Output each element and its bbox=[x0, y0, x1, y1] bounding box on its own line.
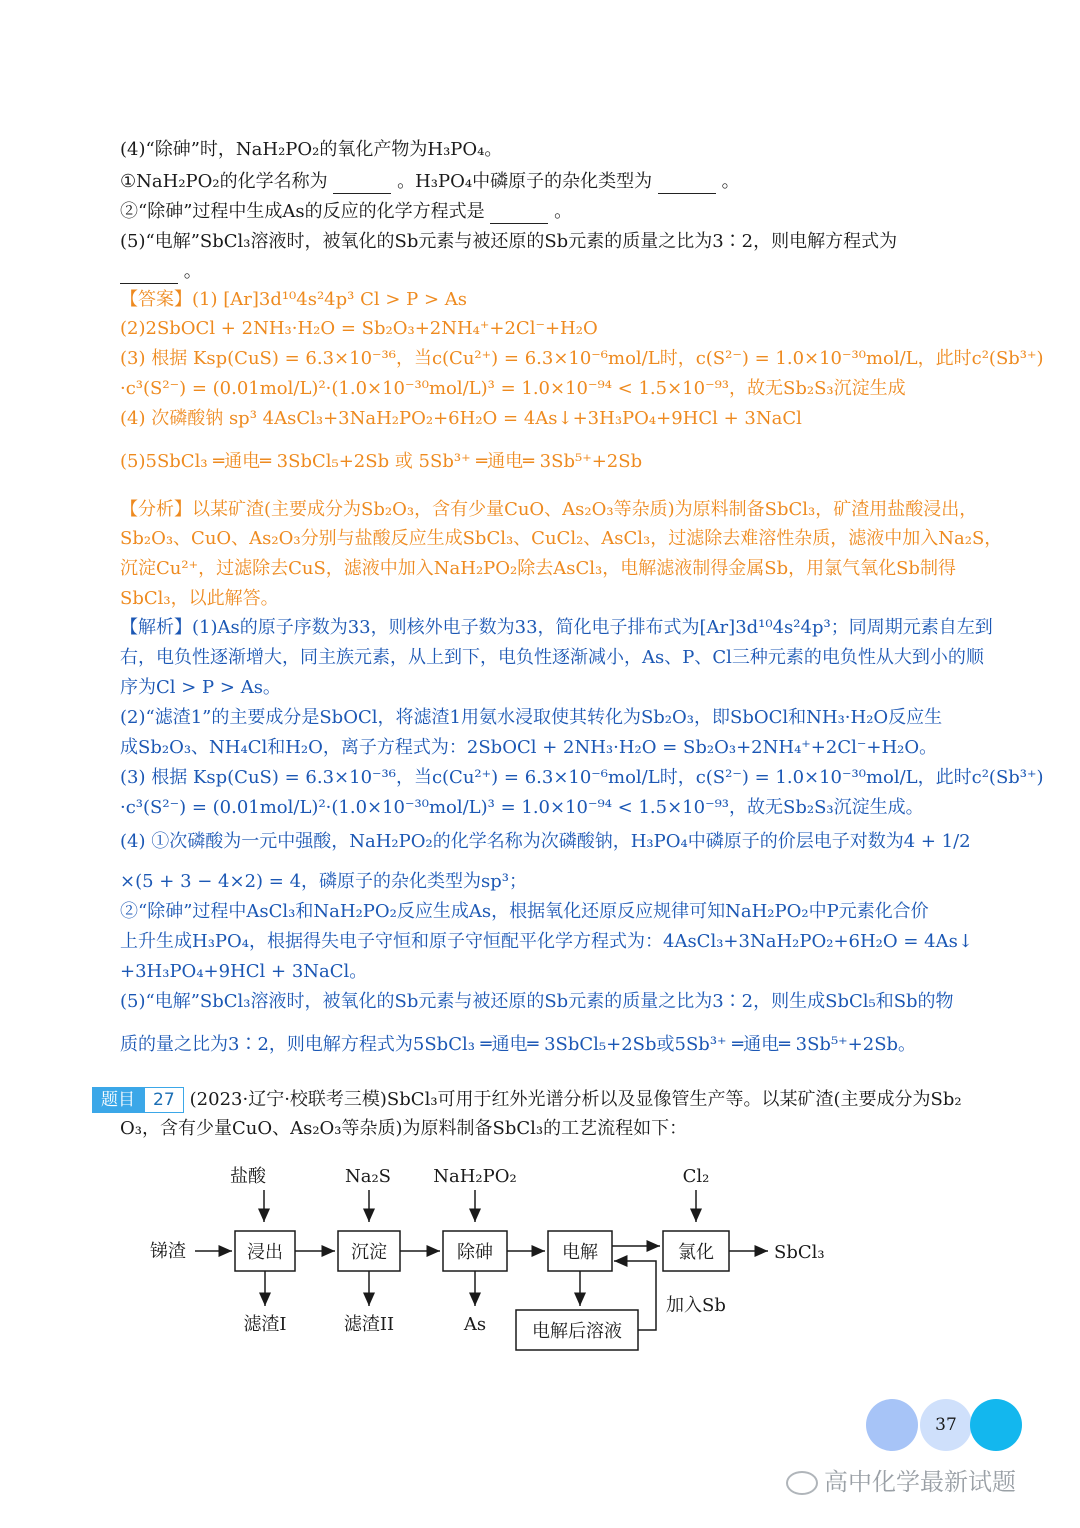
step-leach: 浸出 bbox=[247, 1242, 283, 1263]
step-precipitate: 沉淀 bbox=[351, 1242, 387, 1263]
explanation-line: 【解析】(1)As的原子序数为33，则核外电子数为33，简化电子排布式为[Ar]3d¹⁰4s²4p³；同周期元素自左到 bbox=[120, 617, 993, 638]
question-tag: 题目 bbox=[92, 1087, 144, 1113]
explanation-line: +3H₃PO₄+9HCl + 3NaCl。 bbox=[120, 961, 368, 982]
explanation-line: ②“除砷”过程中AsCl₃和NaH₂PO₂反应生成As，根据氧化还原反应规律可知NaH₂PO₂中P元素化合价 bbox=[120, 901, 929, 922]
page-number-text: 37 bbox=[935, 1415, 957, 1435]
q4-1-text-b: 。H₃PO₄中磷原子的杂化类型为 bbox=[397, 171, 653, 192]
q4-1-text-a: ①NaH₂PO₂的化学名称为 bbox=[120, 171, 328, 192]
explanation-line: 上升生成H₃PO₄，根据得失电子守恒和原子守恒配平化学方程式为：4AsCl₃+3NaH₂PO₂+6H₂O = 4As↓ bbox=[120, 931, 973, 952]
analysis-line: 沉淀Cu²⁺，过滤除去CuS，滤液中加入NaH₂PO₂除去AsCl₃，电解滤液制得金属Sb，用氯气氧化Sb制得 bbox=[120, 558, 956, 579]
waste-residue-2: 滤渣II bbox=[343, 1314, 395, 1335]
question-5-line: (5)“电解”SbCl₃溶液时，被氧化的Sb元素与被还原的Sb元素的质量之比为3∶2，则电解方程式为 bbox=[120, 231, 898, 252]
answer-line: (5)5SbCl₃ ═通电═ 3SbCl₅+2Sb 或 5Sb³⁺ ═通电═ 3Sb⁵⁺+2Sb bbox=[120, 451, 643, 472]
analysis-line: 【分析】以某矿渣(主要成分为Sb₂O₃，含有少量CuO、As₂O₃等杂质)为原料制备SbCl₃，矿渣用盐酸浸出， bbox=[120, 499, 978, 520]
explanation-line: (5)“电解”SbCl₃溶液时，被氧化的Sb元素与被还原的Sb元素的质量之比为3∶2，则生成SbCl₅和Sb的物 bbox=[120, 991, 954, 1012]
reagent-na2s: Na₂S bbox=[344, 1166, 392, 1187]
question-5-blank bbox=[120, 260, 1000, 284]
reagent-cl2: Cl₂ bbox=[682, 1166, 710, 1187]
answer-line: (3) 根据 Ksp(CuS) = 6.3×10⁻³⁶，当c(Cu²⁺) = 6.3×10⁻⁶mol/L时，c(S²⁻) = 1.0×10⁻³⁰mol/L，此时c²(Sb³⁺) bbox=[120, 348, 1044, 369]
recycle-label: 加入Sb bbox=[666, 1295, 726, 1316]
explanation-line: 序为Cl > P > As。 bbox=[120, 677, 281, 698]
waste-residue-1: 滤渣I bbox=[243, 1314, 287, 1335]
reagent-hcl: 盐酸 bbox=[230, 1166, 266, 1187]
answer-line: 【答案】(1) [Ar]3d¹⁰4s²4p³ Cl > P > As bbox=[120, 289, 468, 310]
process-flow-diagram bbox=[140, 1160, 860, 1370]
explanation-line: (2)“滤渣1”的主要成分是SbOCl，将滤渣1用氨水浸取使其转化为Sb₂O₃，即SbOCl和NH₃·H₂O反应生 bbox=[120, 707, 943, 728]
q4-1-text-c: 。 bbox=[721, 171, 740, 192]
q4-2-text-b: 。 bbox=[554, 201, 573, 222]
watermark-text: 高中化学最新试题 bbox=[824, 1468, 1016, 1496]
watermark bbox=[786, 1462, 1016, 1497]
answer-blank bbox=[658, 175, 716, 194]
explanation-line: ·c³(S²⁻) = (0.01mol/L)²·(1.0×10⁻³⁰mol/L)³ = 1.0×10⁻⁹⁴ < 1.5×10⁻⁹³，故无Sb₂S₃沉淀生成。 bbox=[120, 797, 924, 818]
explanation-line: 质的量之比为3∶2，则电解方程式为5SbCl₃ ═通电═ 3SbCl₅+2Sb或5Sb³⁺ ═通电═ 3Sb⁵⁺+2Sb。 bbox=[120, 1034, 917, 1055]
page-deco-circle bbox=[970, 1399, 1022, 1451]
question-27-header bbox=[92, 1087, 962, 1113]
answer-line: ·c³(S²⁻) = (0.01mol/L)²·(1.0×10⁻³⁰mol/L)³ = 1.0×10⁻⁹⁴ < 1.5×10⁻⁹³，故无Sb₂S₃沉淀生成 bbox=[120, 378, 906, 399]
page-deco-circle bbox=[866, 1399, 918, 1451]
waste-arsenic: As bbox=[463, 1314, 487, 1335]
recycle-solution: 电解后溶液 bbox=[532, 1321, 622, 1342]
q4-2-text-a: ②“除砷”过程中生成As的反应的化学方程式是 bbox=[120, 201, 485, 222]
question-4-part2 bbox=[120, 200, 1000, 224]
start-material: 锑渣 bbox=[150, 1241, 186, 1262]
question-27-line2: O₃，含有少量CuO、As₂O₃等杂质)为原料制备SbCl₃的工艺流程如下： bbox=[120, 1118, 688, 1139]
explanation-line: (4) ①次磷酸为一元中强酸，NaH₂PO₂的化学名称为次磷酸钠，H₃PO₄中磷原子的价层电子对数为4 + 1/2 bbox=[120, 831, 971, 852]
step-chlorination: 氯化 bbox=[678, 1242, 714, 1263]
reagent-nah2po2: NaH₂PO₂ bbox=[433, 1166, 517, 1187]
explanation-line: 右，电负性逐渐增大，同主族元素，从上到下，电负性逐渐减小，As、P、Cl三种元素的电负性从大到小的顺 bbox=[120, 647, 984, 668]
explanation-line: 成Sb₂O₃、NH₄Cl和H₂O，离子方程式为：2SbOCl + 2NH₃·H₂O = Sb₂O₃+2NH₄⁺+2Cl⁻+H₂O。 bbox=[120, 737, 938, 758]
answer-blank bbox=[333, 175, 391, 194]
answer-blank bbox=[490, 205, 548, 224]
answer-blank bbox=[120, 265, 178, 284]
question-4-line: (4)“除砷”时，NaH₂PO₂的氧化产物为H₃PO₄。 bbox=[120, 139, 503, 160]
step-electrolysis: 电解 bbox=[562, 1242, 598, 1263]
wechat-icon bbox=[786, 1471, 818, 1495]
question-4-part1 bbox=[120, 170, 1000, 194]
analysis-line: Sb₂O₃、CuO、As₂O₃分别与盐酸反应生成SbCl₃、CuCl₂、AsCl₃，过滤除去难溶性杂质，滤液中加入Na₂S， bbox=[120, 528, 1003, 549]
answer-line: (4) 次磷酸钠 sp³ 4AsCl₃+3NaH₂PO₂+6H₂O = 4As↓+3H₃PO₄+9HCl + 3NaCl bbox=[120, 408, 802, 429]
final-product: SbCl₃ bbox=[774, 1242, 825, 1263]
question-27-line1: (2023·辽宁·校联考三模)SbCl₃可用于红外光谱分析以及显像管生产等。以某矿渣(主要成分为Sb₂ bbox=[189, 1089, 962, 1110]
explanation-line: (3) 根据 Ksp(CuS) = 6.3×10⁻³⁶，当c(Cu²⁺) = 6.3×10⁻⁶mol/L时，c(S²⁻) = 1.0×10⁻³⁰mol/L，此时c²(Sb³⁺) bbox=[120, 767, 1044, 788]
analysis-line: SbCl₃，以此解答。 bbox=[120, 588, 279, 609]
step-remove-as: 除砷 bbox=[457, 1242, 493, 1263]
q5-text-end: 。 bbox=[183, 261, 202, 282]
answer-line: (2)2SbOCl + 2NH₃·H₂O = Sb₂O₃+2NH₄⁺+2Cl⁻+H₂O bbox=[120, 318, 598, 339]
question-number: 27 bbox=[144, 1087, 184, 1113]
explanation-line: ×(5 + 3 − 4×2) = 4，磷原子的杂化类型为sp³； bbox=[120, 871, 528, 892]
page-number bbox=[920, 1399, 972, 1451]
